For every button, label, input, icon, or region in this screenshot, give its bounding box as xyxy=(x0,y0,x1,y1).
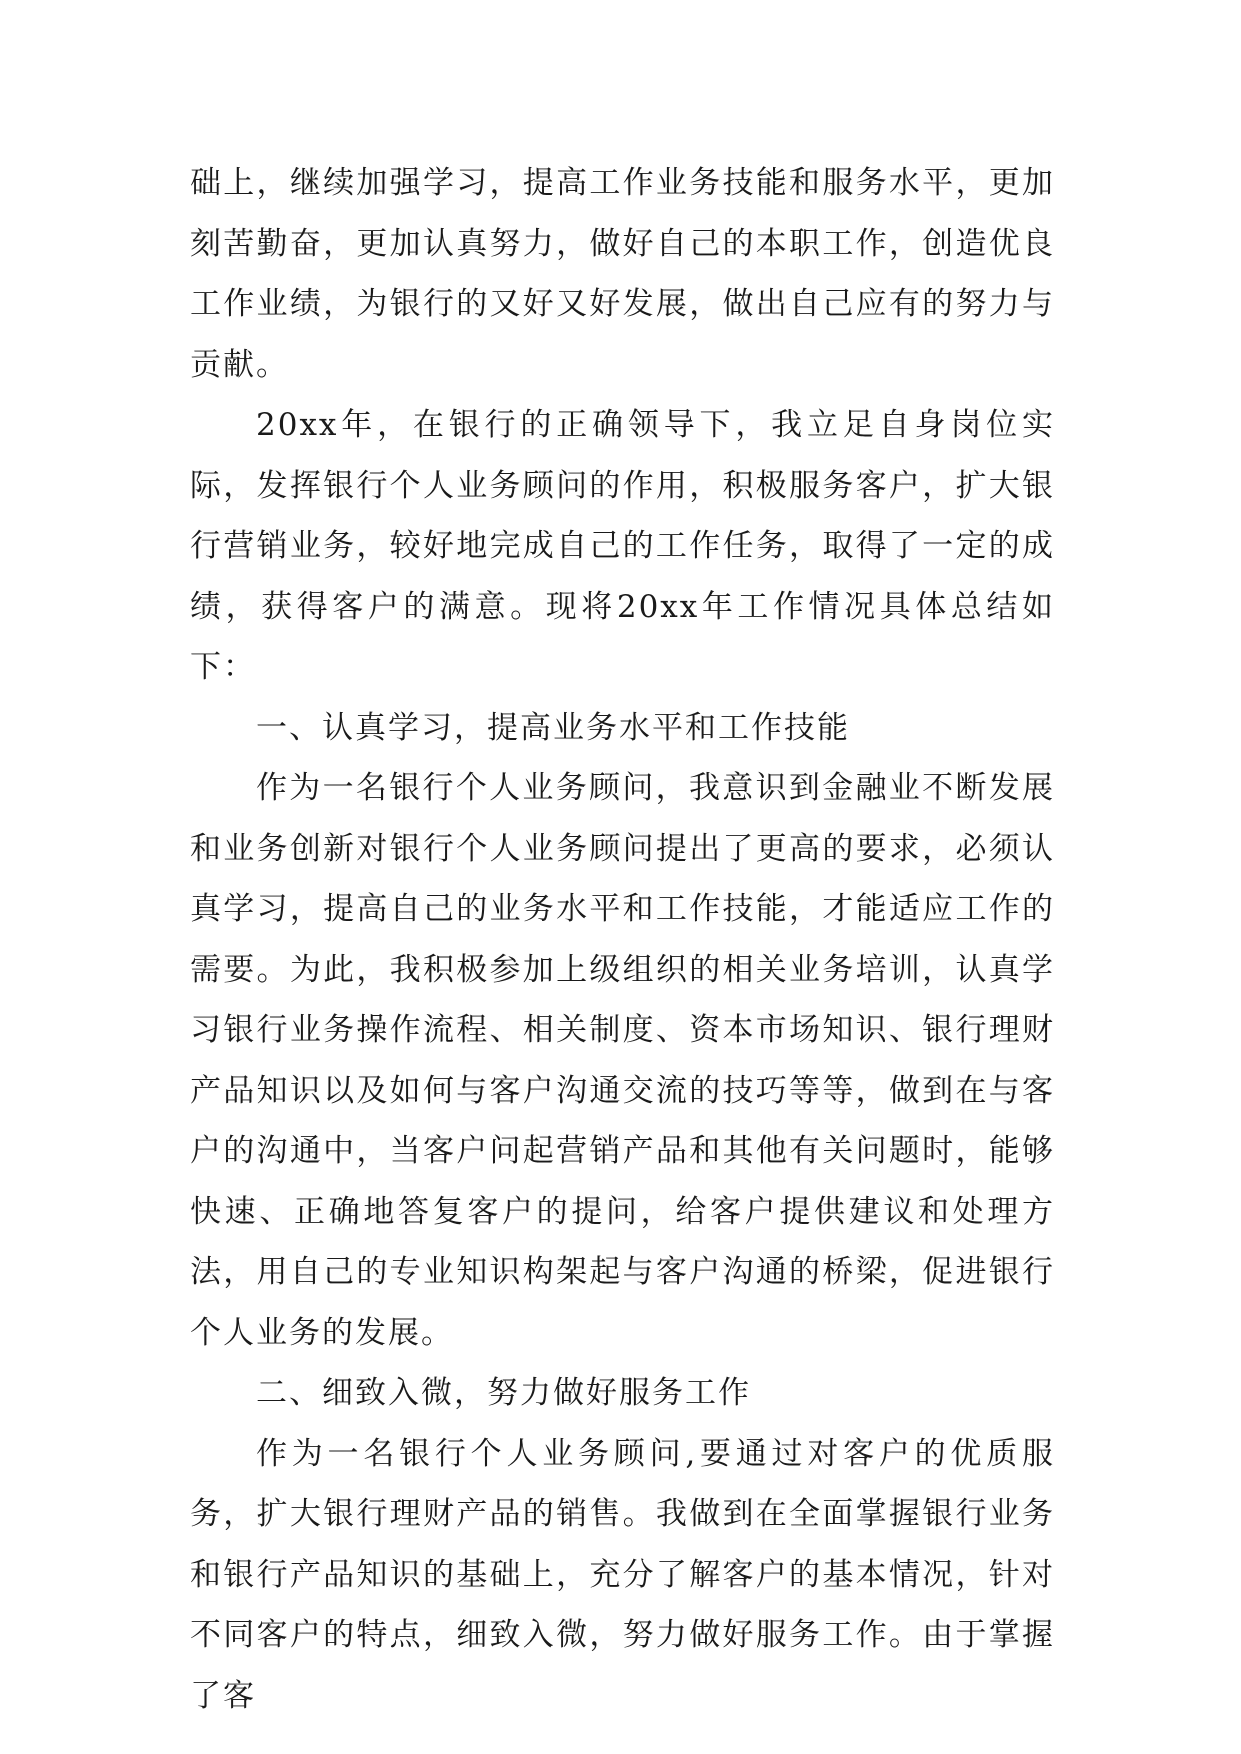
paragraph-intro: 20xx年，在银行的正确领导下，我立足自身岗位实际，发挥银行个人业务顾问的作用，积极服务客户，扩大银行营销业务，较好地完成自己的工作任务，取得了一定的成绩，获得客户的满意。现将20xx年工作情况具体总结如下： xyxy=(190,407,1055,685)
section-heading-1: 一、认真学习，提高业务水平和工作技能 xyxy=(256,709,850,746)
paragraph-section-1: 作为一名银行个人业务顾问，我意识到金融业不断发展和业务创新对银行个人业务顾问提出了更高的要求，必须认真学习，提高自己的业务水平和工作技能，才能适应工作的需要。为此，我积极参加上级组织的相关业务培训，认真学习银行业务操作流程、相关制度、资本市场知识、银行理财产品知识以及如何与客户沟通交流的技巧等等，做到在与客户的沟通中，当客户问起营销产品和其他有关问题时，能够快速、正确地答复客户的提问，给客户提供建议和处理方法，用自己的专业知识构架起与客户沟通的桥梁，促进银行个人业务的发展。 xyxy=(190,770,1055,1351)
document-body xyxy=(190,153,1055,1726)
paragraph-continuation: 础上，继续加强学习，提高工作业务技能和服务水平，更加刻苦勤奋，更加认真努力，做好自己的本职工作，创造优良工作业绩，为银行的又好又好发展，做出自己应有的努力与贡献。 xyxy=(190,165,1055,383)
section-heading-2: 二、细致入微，努力做好服务工作 xyxy=(256,1375,751,1411)
paragraph-section-2: 作为一名银行个人业务顾问,要通过对客户的优质服务，扩大银行理财产品的销售。我做到在全面掌握银行业务和银行产品知识的基础上，充分了解客户的基本情况，针对不同客户的特点，细致入微，努力做好服务工作。由于掌握了客 xyxy=(190,1435,1055,1714)
